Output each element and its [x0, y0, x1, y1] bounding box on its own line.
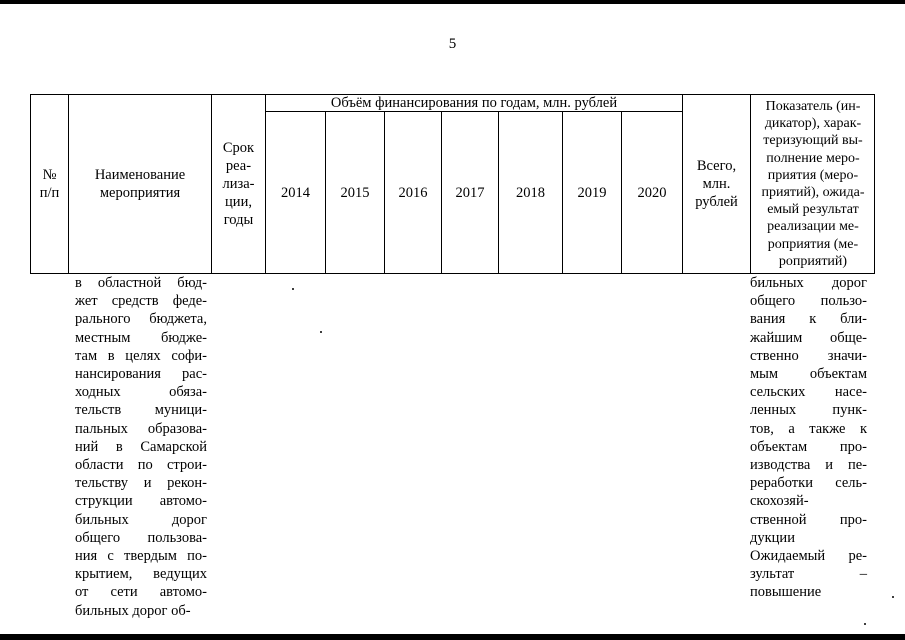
text-line: скохозяй-: [750, 493, 809, 510]
text-line: бильных дорог об-: [75, 602, 191, 619]
text-line: ний в Самарской: [75, 438, 207, 455]
text-line: нансирования рас-: [75, 366, 207, 383]
text-line: области по строи-: [75, 457, 207, 474]
text-line: изводства и пе-: [750, 457, 867, 474]
top-scan-border: [0, 0, 905, 4]
header-year-2015: 2015: [340, 184, 370, 201]
text-line: бильных дорог: [75, 511, 207, 528]
header-year-2020: 2020: [637, 184, 667, 201]
scan-speck: [320, 331, 322, 333]
header-funding-title: Объём финансирования по годам, млн. рублей: [330, 95, 618, 111]
text-line: бильных дорог: [750, 275, 867, 291]
text-line: ленных пунк-: [750, 402, 867, 419]
indicator-text: [750, 274, 867, 602]
text-line: сельских насе-: [750, 384, 867, 401]
header-total: Всего, млн. рублей: [695, 158, 738, 210]
text-line: объектам про-: [750, 438, 867, 455]
text-line: местным бюдже-: [75, 329, 207, 346]
text-line: зультат –: [750, 566, 867, 583]
text-line: струкции автомо-: [75, 493, 207, 510]
text-line: ходных обяза-: [75, 384, 207, 401]
text-line: тельству и рекон-: [75, 475, 207, 492]
header-year-2014: 2014: [281, 184, 310, 201]
text-line: ственно значи-: [750, 347, 867, 364]
header-year-2019: 2019: [577, 184, 607, 201]
text-line: пальных образова-: [75, 420, 207, 437]
text-line: реработки сель-: [750, 475, 867, 492]
header-term: Срок реа- лиза- ции, годы: [222, 140, 255, 228]
text-line: общего пользова-: [75, 529, 207, 546]
text-line: мым объектам: [750, 366, 867, 383]
text-line: Ожидаемый ре-: [750, 548, 867, 565]
text-line: дукции: [750, 529, 795, 546]
text-line: общего пользо-: [750, 293, 867, 310]
header-year-2018: 2018: [516, 184, 545, 201]
text-line: вания к бли-: [750, 311, 867, 328]
text-line: в областной бюд-: [75, 275, 207, 291]
text-line: тов, а также к: [750, 420, 867, 437]
text-line: от сети автомо-: [75, 584, 207, 601]
scan-speck: [864, 623, 866, 625]
text-line: ственной про-: [750, 511, 867, 528]
header-num: № п/п: [39, 167, 60, 201]
header-year-2017: 2017: [455, 184, 485, 201]
text-line: там в целях софи-: [75, 347, 207, 364]
text-line: жайшим обще-: [750, 329, 867, 346]
text-line: крытием, ведущих: [75, 566, 207, 583]
measure-name-text: [75, 274, 207, 620]
header-indicator: Показатель (ин- дикатор), харак- теризующий вы- полнение меро- приятия (меро- приятий), ожида- емый результат реализации ме- роприятия (ме- роприятий): [761, 98, 865, 269]
header-year-2016: 2016: [398, 184, 428, 201]
scan-speck: [292, 288, 294, 290]
page-number: 5: [448, 36, 457, 52]
text-line: ния с твердым по-: [75, 548, 207, 565]
text-line: повышение: [750, 584, 822, 601]
header-name: Наименование мероприятия: [94, 167, 186, 201]
text-line: жет средств феде-: [75, 293, 207, 310]
scan-speck: [892, 596, 894, 598]
bottom-scan-border: [0, 634, 905, 640]
text-line: рального бюджета,: [75, 311, 207, 328]
text-line: тельств муници-: [75, 402, 207, 419]
